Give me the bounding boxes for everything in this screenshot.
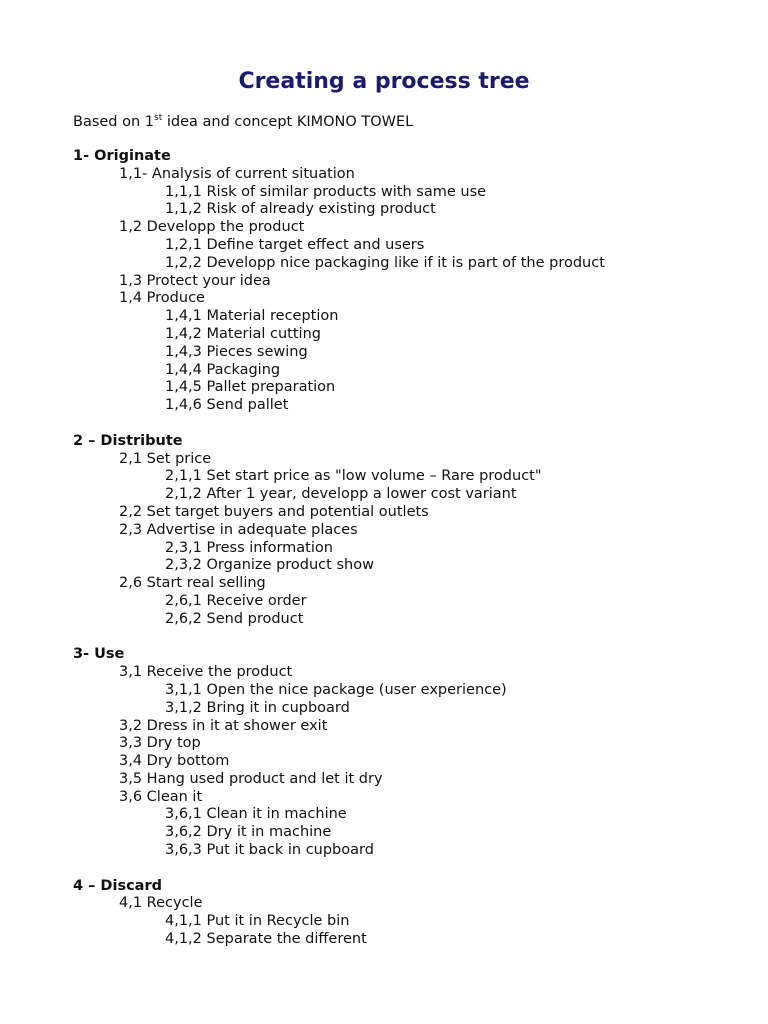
tree-subitem: 2,6,1 Receive order <box>165 592 307 609</box>
section-spacer <box>0 629 768 647</box>
tree-subitem: 1,4,3 Pieces sewing <box>165 343 308 360</box>
tree-item: 3,3 Dry top <box>119 735 201 752</box>
intro-superscript: st <box>154 113 163 123</box>
tree-subitem: 2,1,2 After 1 year, developp a lower cost variant <box>165 486 517 503</box>
tree-subitem: 3,6,3 Put it back in cupboard <box>165 842 374 859</box>
page-title: Creating a process tree <box>238 69 530 94</box>
section-spacer <box>0 415 768 433</box>
tree-item: 3,6 Clean it <box>119 788 203 805</box>
tree-subitem: 3,1,1 Open the nice package (user experience) <box>165 681 507 698</box>
tree-item: 3,1 Receive the product <box>119 664 293 681</box>
tree-subitem: 1,2,2 Developp nice packaging like if it is part of the product <box>165 254 605 271</box>
section-heading: 3- Use <box>73 646 125 663</box>
tree-subitem: 1,4,6 Send pallet <box>165 397 289 414</box>
section-heading: 2 – Distribute <box>73 432 183 449</box>
tree-item: 3,4 Dry bottom <box>119 753 230 770</box>
tree-item: 1,2 Developp the product <box>119 219 305 236</box>
tree-item: 1,1- Analysis of current situation <box>119 165 355 182</box>
tree-subitem: 2,6,2 Send product <box>165 610 304 627</box>
tree-subitem: 2,1,1 Set start price as "low volume – Rare product" <box>165 468 542 485</box>
intro-suffix: idea and concept KIMONO TOWEL <box>162 114 414 130</box>
section-spacer <box>0 860 768 878</box>
section-heading: 4 – Discard <box>73 877 162 894</box>
tree-item: 1,3 Protect your idea <box>119 272 271 289</box>
tree-item: 2,2 Set target buyers and potential outlets <box>119 503 429 520</box>
intro-prefix: Based on 1 <box>73 114 155 130</box>
section-heading: 1- Originate <box>73 148 171 164</box>
tree-item: 2,1 Set price <box>119 450 212 467</box>
tree-subitem: 1,1,2 Risk of already existing product <box>165 201 436 218</box>
tree-subitem: 1,4,5 Pallet preparation <box>165 379 336 396</box>
tree-item: 3,5 Hang used product and let it dry <box>119 770 383 787</box>
tree-subitem: 2,3,2 Organize product show <box>165 557 374 574</box>
tree-subitem: 2,3,1 Press information <box>165 539 333 556</box>
tree-subitem: 3,6,1 Clean it in machine <box>165 806 347 823</box>
tree-subitem: 1,4,1 Material reception <box>165 308 339 325</box>
tree-item: 2,3 Advertise in adequate places <box>119 521 358 538</box>
tree-subitem: 4,1,1 Put it in Recycle bin <box>165 913 350 930</box>
process-tree <box>0 148 768 949</box>
tree-subitem: 1,4,4 Packaging <box>165 361 281 378</box>
tree-item: 2,6 Start real selling <box>119 575 266 592</box>
tree-subitem: 3,6,2 Dry it in machine <box>165 824 332 841</box>
tree-subitem: 3,1,2 Bring it in cupboard <box>165 699 350 716</box>
tree-subitem: 1,1,1 Risk of similar products with same use <box>165 183 487 200</box>
tree-item: 1,4 Produce <box>119 290 205 307</box>
tree-subitem: 1,4,2 Material cutting <box>165 325 321 342</box>
tree-subitem: 1,2,1 Define target effect and users <box>165 236 425 253</box>
tree-item: 3,2 Dress in it at shower exit <box>119 717 328 734</box>
intro-line <box>73 113 413 131</box>
tree-subitem: 4,1,2 Separate the different <box>165 931 367 948</box>
tree-item: 4,1 Recycle <box>119 895 203 912</box>
